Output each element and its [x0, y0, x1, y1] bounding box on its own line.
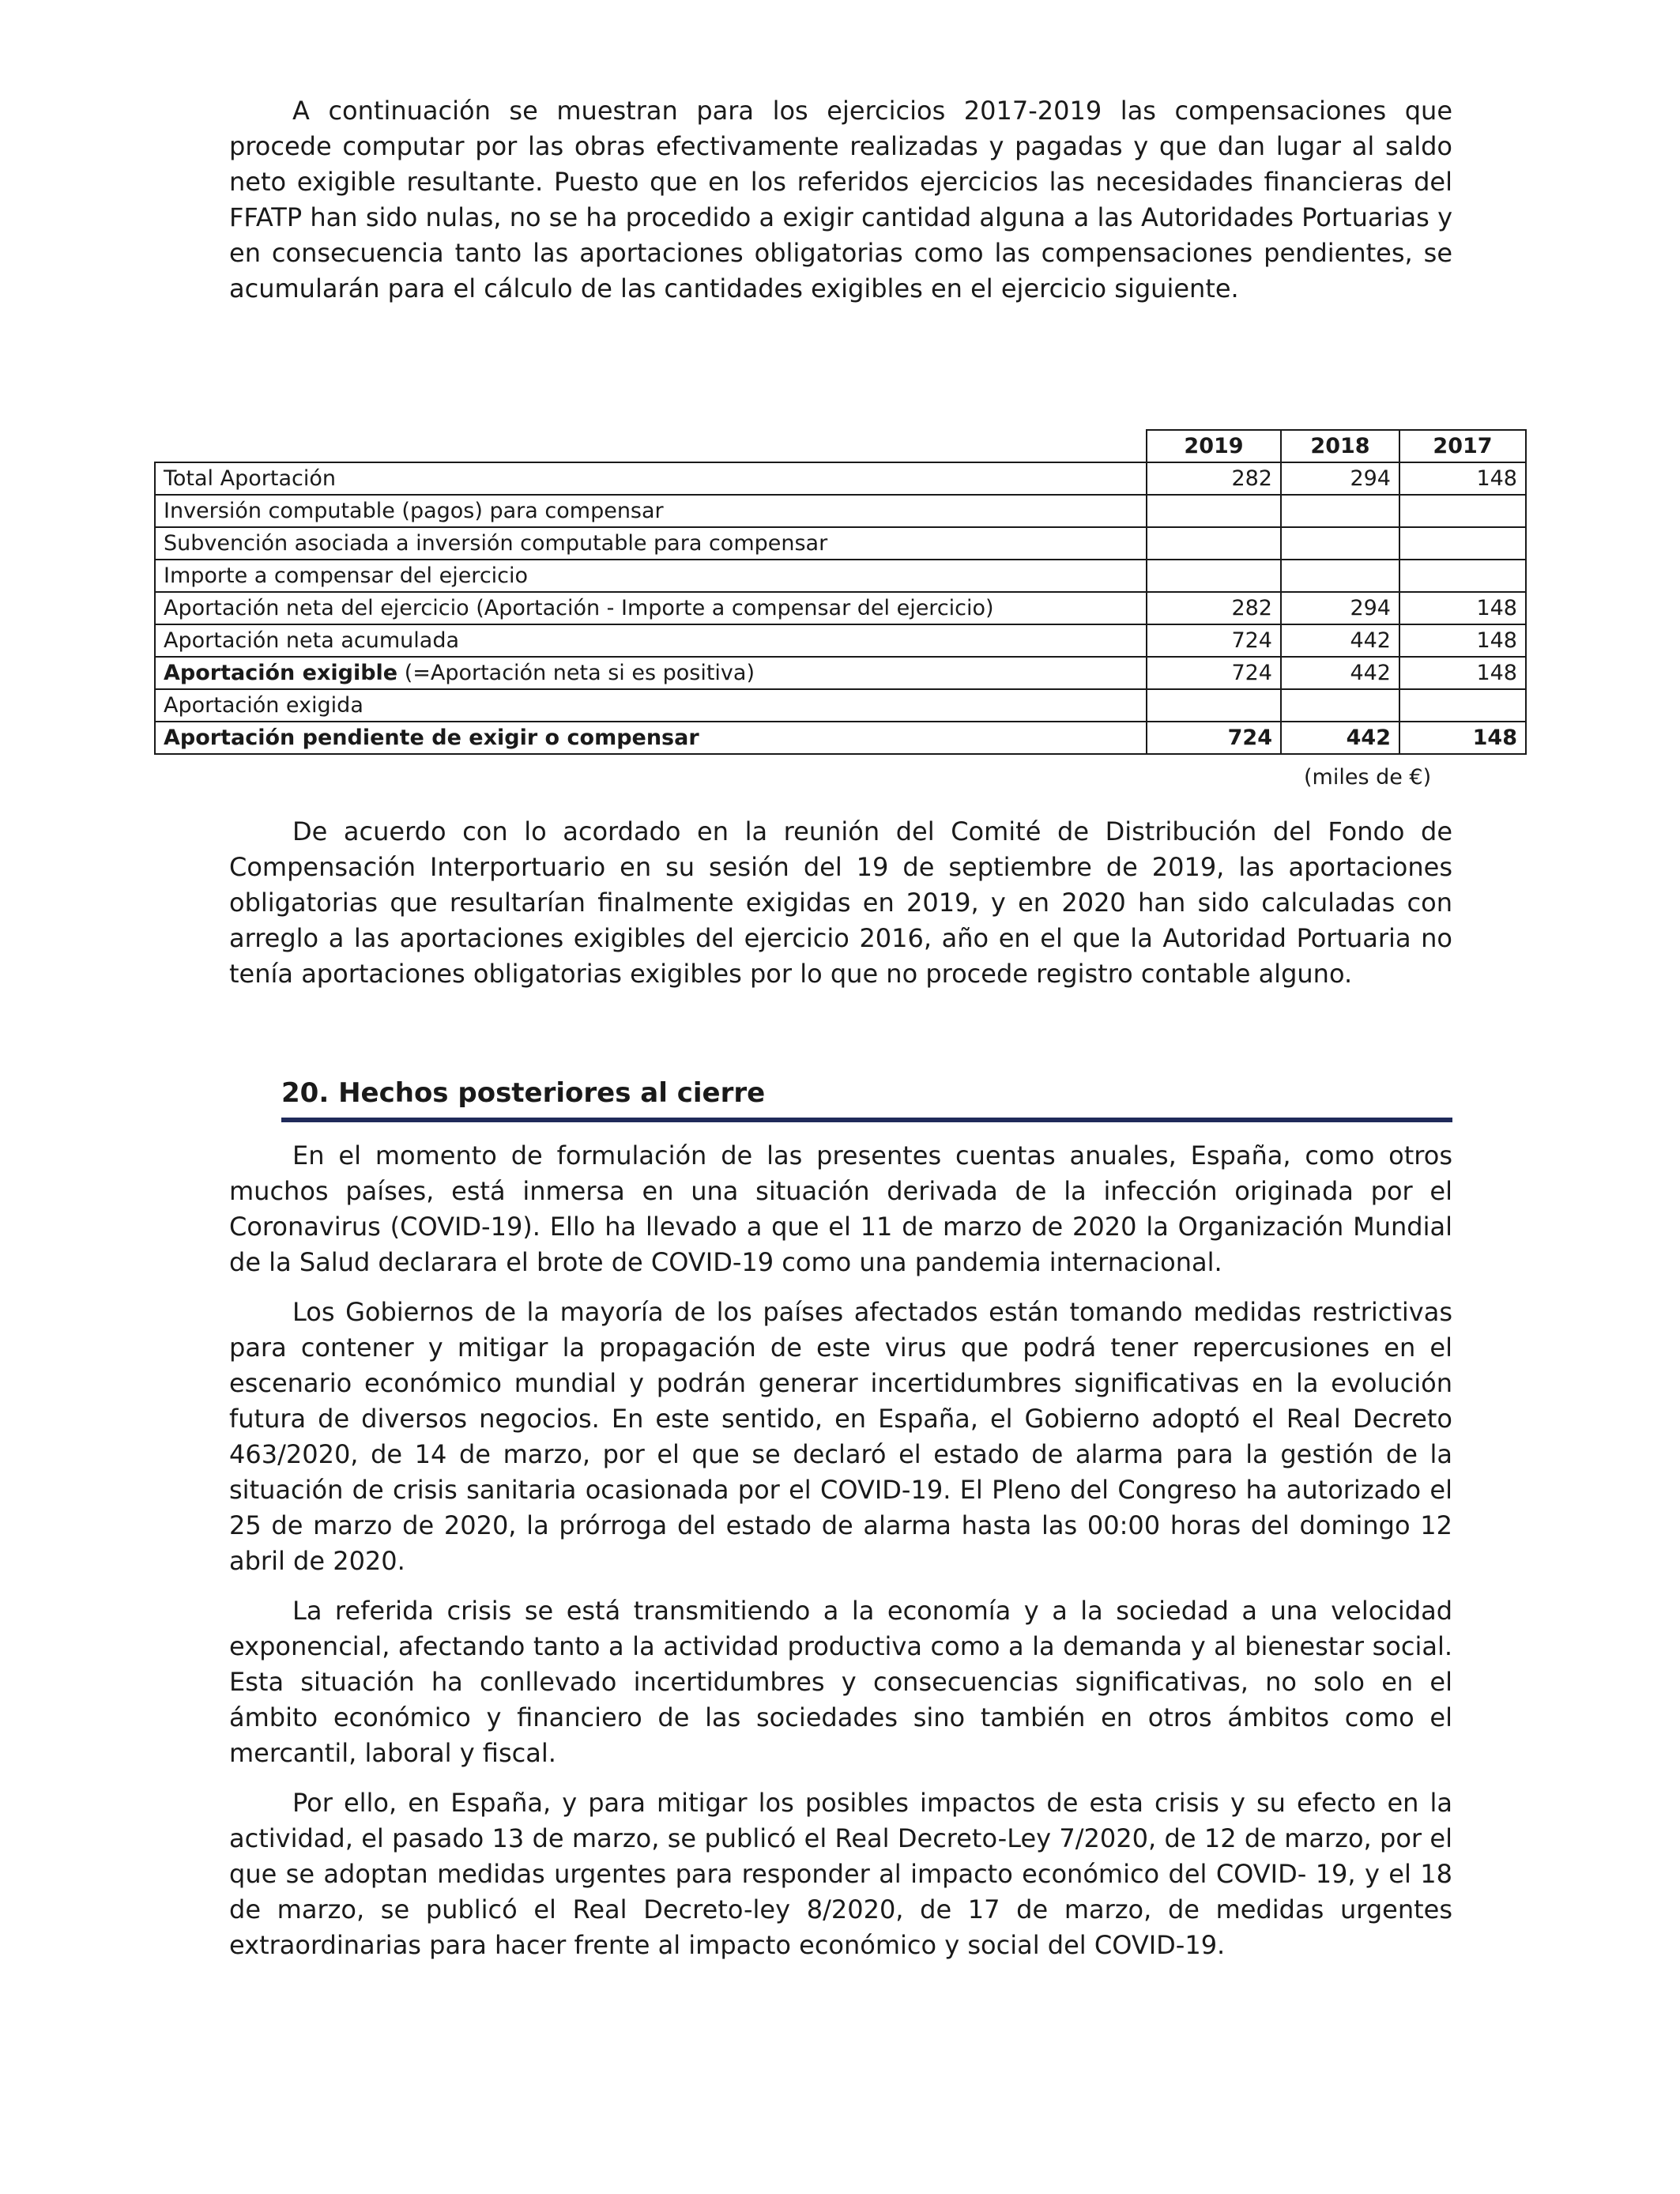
table-cell-value: 442 — [1281, 657, 1399, 689]
table-row-label-text: Total Aportación — [164, 466, 336, 491]
body-paragraph: La referida crisis se está transmitiendo a la economía y a la sociedad a una velocidad exponencial, afectando tanto a la actividad productiva como a la demanda y al bienestar social. Esta situación ha conllevado incertidumbres y consecuencias significativas, no solo en el ámbito económico y financiero de las sociedades sino también en otros ámbitos como el mercantil, laboral y fiscal. — [229, 1596, 1452, 1768]
table-cell-value: 148 — [1399, 462, 1526, 495]
table-row — [155, 462, 1526, 495]
table-header-blank — [155, 430, 1147, 462]
table-cell-value — [1281, 527, 1399, 560]
table-cell-value — [1281, 560, 1399, 592]
table-cell-value: 148 — [1399, 657, 1526, 689]
table-row-label — [155, 624, 1147, 657]
table-row-label — [155, 462, 1147, 495]
table-row-label-text: (=Aportación neta si es positiva) — [397, 661, 755, 685]
body-paragraph: Los Gobiernos de la mayoría de los países afectados están tomando medidas restrictivas para contener y mitigar la propagación de este virus que podrá tener repercusiones en el escenario económico mundial y podrán generar incertidumbres significativas en la evolución futura de diversos negocios. En este sentido, en España, el Gobierno adoptó el Real Decreto 463/2020, de 14 de marzo, por el que se declaró el estado de alarma para la gestión de la situación de crisis sanitaria ocasionada por el COVID-19. El Pleno del Congreso ha autorizado el 25 de marzo de 2020, la prórroga del estado de alarma hasta las 00:00 horas del domingo 12 abril de 2020. — [229, 1297, 1452, 1576]
table-header-year: 2019 — [1147, 430, 1281, 462]
table-cell-value — [1399, 495, 1526, 527]
table-cell-value — [1147, 689, 1281, 722]
table-row-label-text: Inversión computable (pagos) para compensar — [164, 499, 664, 523]
body-paragraph: Por ello, en España, y para mitigar los posibles impactos de esta crisis y su efecto en la actividad, el pasado 13 de marzo, se publicó el Real Decreto-Ley 7/2020, de 12 de marzo, por el que se adoptan medidas urgentes para responder al impacto económico del COVID- 19, y el 18 de marzo, se publicó el Real Decreto-ley 8/2020, de 17 de marzo, de medidas urgentes extraordinarias para hacer frente al impacto económico y social del COVID-19. — [229, 1788, 1452, 1960]
table-cell-value: 442 — [1281, 722, 1399, 754]
table-row — [155, 689, 1526, 722]
table-cell-value — [1147, 527, 1281, 560]
page-content — [229, 93, 1452, 307]
body-paragraph: En el momento de formulación de las presentes cuentas anuales, España, como otros muchos países, está inmersa en una situación derivada de la infección originada por el Coronavirus (COVID-19). Ello ha llevado a que el 11 de marzo de 2020 la Organización Mundial de la Salud declarara el brote de COVID-19 como una pandemia internacional. — [229, 1140, 1452, 1277]
table-cell-value: 148 — [1399, 722, 1526, 754]
table-cell-value: 724 — [1147, 657, 1281, 689]
section-heading: 20. Hechos posteriores al cierre — [281, 1075, 1452, 1122]
table-row-label-bold: Aportación exigible — [164, 661, 398, 685]
table-cell-value: 724 — [1147, 624, 1281, 657]
table-row-label — [155, 560, 1147, 592]
table-row-label — [155, 689, 1147, 722]
table-row-label-text: Importe a compensar del ejercicio — [164, 564, 529, 588]
units-note: (miles de €) — [1304, 765, 1432, 790]
table-row-label — [155, 527, 1147, 560]
table-row — [155, 592, 1526, 624]
table-cell-value: 724 — [1147, 722, 1281, 754]
table-row — [155, 527, 1526, 560]
table-header-year: 2018 — [1281, 430, 1399, 462]
table-row-label — [155, 722, 1147, 754]
intro-paragraph: A continuación se muestran para los ejercicios 2017-2019 las compensaciones que procede computar por las obras efectivamente realizadas y pagadas y que dan lugar al saldo neto exigible resultante. Puesto que en los referidos ejercicios las necesidades financieras del FFATP han sido nulas, no se ha procedido a exigir cantidad alguna a las Autoridades Portuarias y en consecuencia tanto las aportaciones obligatorias como las compensaciones pendientes, se acumularán para el cálculo de las cantidades exigibles en el ejercicio siguiente. — [229, 96, 1452, 303]
table-cell-value — [1147, 560, 1281, 592]
table-row — [155, 495, 1526, 527]
table-cell-value: 282 — [1147, 592, 1281, 624]
table-row-label-text: Aportación pendiente de exigir o compensar — [164, 726, 699, 750]
table-row-label — [155, 657, 1147, 689]
table-row — [155, 657, 1526, 689]
table-row — [155, 722, 1526, 754]
table-cell-value: 148 — [1399, 592, 1526, 624]
table-cell-value — [1399, 527, 1526, 560]
table-header-row — [155, 430, 1526, 462]
table-cell-value — [1399, 689, 1526, 722]
agreement-paragraph: De acuerdo con lo acordado en la reunión del Comité de Distribución del Fondo de Compensación Interportuario en su sesión del 19 de septiembre de 2019, las aportaciones obligatorias que resultarían finalmente exigidas en 2019, y en 2020 han sido calculadas con arreglo a las aportaciones exigibles del ejercicio 2016, año en el que la Autoridad Portuaria no tenía aportaciones obligatorias exigibles por lo que no procede registro contable alguno. — [229, 816, 1452, 989]
table-cell-value — [1399, 560, 1526, 592]
table-row-label-text: Aportación exigida — [164, 693, 363, 718]
table-cell-value: 148 — [1399, 624, 1526, 657]
table-row-label — [155, 592, 1147, 624]
table-row-label-text: Aportación neta del ejercicio (Aportación - Importe a compensar del ejercicio) — [164, 596, 994, 620]
table-cell-value — [1147, 495, 1281, 527]
table-cell-value — [1281, 495, 1399, 527]
table-cell-value: 282 — [1147, 462, 1281, 495]
section-body — [229, 1138, 1452, 1977]
table-row — [155, 560, 1526, 592]
contributions-table — [154, 429, 1527, 755]
table-cell-value — [1281, 689, 1399, 722]
table-cell-value: 442 — [1281, 624, 1399, 657]
table-row — [155, 624, 1526, 657]
table-header-year: 2017 — [1399, 430, 1526, 462]
table-row-label-text: Aportación neta acumulada — [164, 628, 460, 653]
table-row-label — [155, 495, 1147, 527]
table-row-label-text: Subvención asociada a inversión computable para compensar — [164, 531, 828, 556]
table-cell-value: 294 — [1281, 592, 1399, 624]
table-cell-value: 294 — [1281, 462, 1399, 495]
